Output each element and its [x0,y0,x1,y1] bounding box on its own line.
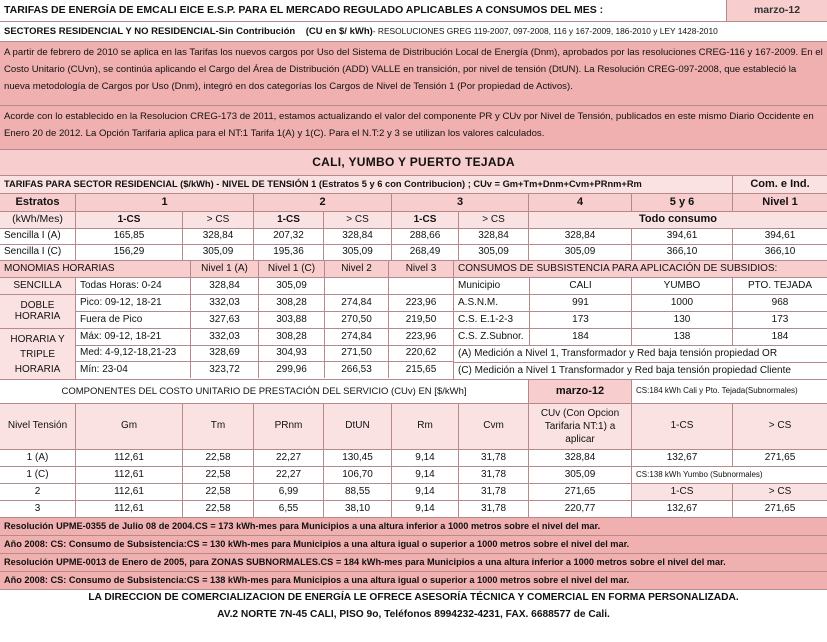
estrato-3: 3 [392,194,529,211]
estrato-1: 1 [76,194,254,211]
table-row: 1 (A) 112,61 22,58 22,27 130,45 9,14 31,78 328,84 132,67 271,65 [0,450,827,467]
estrato-5-6: 5 y 6 [632,194,733,211]
subsistencia-table: CONSUMOS DE SUBSISTENCIA PARA APLICACIÓN DE SUBSIDIOS: Municipio CALI YUMBO PTO. TEJADA A.S.N.M. 991 1000 968 C.S. E.1-2-3 173 130 173 C.S. Z.Subnor. 184 138 184 (A) Medición a Nivel 1, Transformador y Red baja tensión propiedad OR (C) Medición a Nivel 1 Transformador y Red baja tensión propiedad Cliente [454,261,827,379]
monomias-table: MONOMIAS HORARIAS Nivel 1 (A) Nivel 1 (C) Nivel 2 Nivel 3 SENCILLA Todas Horas: 0-24 328,84 305,09 DOBLE HORARIA Pico: 09-12, 18-21 332,03 308,28 274,84 223,96 Fuera de Pico 327,63 303,88 270,50 219,50 HORARIA Y TRIPLE HORARIA Máx: 09-12, 18-21 332,03 308,28 274,84 223,96 Med: 4-9,12-18,21-23 328,69 304,93 271,50 220,62 Mín: 23-04 323,72 299,96 266,53 215,65 [0,261,454,379]
list-item: C.S. Z.Subnor. 184 138 184 [454,329,827,346]
table-row: 2 112,61 22,58 6,99 88,55 9,14 31,78 271,65 1-CS > CS [0,484,827,501]
list-item: C.S. E.1-2-3 173 130 173 [454,312,827,329]
city-title-row [0,150,827,176]
cs-note-yumbo: CS:138 kWh Yumbo (Subnormales) [636,469,763,479]
header-row [0,0,827,22]
header-subtitle-row [0,22,827,42]
todo-consumo: Todo consumo [638,213,717,226]
footer-note-1: Resolución UPME-0355 de Julio 08 de 2004. CS = 173 kWh-mes para Municipios a una altura inferior a 1000 metros sobre el nivel del mar. [0,518,827,536]
medicion-a: (A) Medición a Nivel 1, Transformador y Red baja tensión propiedad OR [458,347,778,359]
page-title: TARIFAS DE ENERGÍA DE EMCALI EICE E.S.P. PARA EL MERCADO REGULADO APLICABLES A CONSUMOS DEL MES : [0,0,727,21]
estratos-label: Estratos [0,194,76,211]
residential-title: TARIFAS PARA SECTOR RESIDENCIAL ($/kWh) - NIVEL DE TENSIÓN 1 (Estratos 5 y 6 con Contribucion) ; CUv = Gm+Tm+Dnm+Cvm+PRnm+Rm [0,176,733,193]
residential-title-row [0,176,827,194]
table-row: 1 (C) 112,61 22,58 22,27 106,70 9,14 31,78 305,09 CS:138 kWh Yumbo (Subnormales) [0,467,827,484]
sectors-label: SECTORES RESIDENCIAL Y NO RESIDENCIAL-Sin Contribución [4,25,296,37]
city-title: CALI, YUMBO Y PUERTO TEJADA [312,155,515,170]
componentes-title: COMPONENTES DEL COSTO UNITARIO DE PRESTACIÓN DEL SERVICIO (CUv) EN [$/kWh] [0,380,529,403]
footer-note-4: Año 2008: CS: Consumo de Subsistencia: CS = 138 kWh-mes para Municipios a una altura igual o superior a 1000 metros sobre el nivel del mar. [0,572,827,590]
com-ind-label: Com. e Ind. [750,177,810,190]
footer-line-2: AV.2 NORTE 7N-45 CALI, PISO 9o, Teléfonos 8994232-4231, FAX. 6688577 de Cali. [0,607,827,624]
componentes-title-row [0,380,827,404]
table-row: Sencilla I (C) 156,29 305,09 195,36 305,09 268,49 305,09 305,09 366,10 366,10 [0,245,827,261]
monomias-block [0,261,827,380]
header-month: marzo-12 [727,0,827,21]
monomias-title: MONOMIAS HORARIAS [0,261,191,277]
sencilla-label: SENCILLA [0,278,76,294]
doble-label: DOBLE HORARIA [0,295,76,328]
footer-line-1: LA DIRECCION DE COMERCIALIZACION DE ENERGÍA LE OFRECE ASESORÍA TÉCNICA Y COMERCIAL EN FORMA PERSONALIZADA. [0,590,827,607]
estrato-4: 4 [529,194,632,211]
note-1: A partir de febrero de 2010 se aplica en las Tarifas los nuevos cargos por Uso del Sistema de Distribución Local de Energía (Dnm), aprobados por las resoluciones CREG-116 y 167-2009. En el Costo Unitario (CUvn), se continúa aplicando el Cargo del Área de Distribución (ADD) VALLE en transición, por nivel de tensión (DtUN). La Resolución CREG-097-2008, que estableció la nueva metodología de Cargos por Uso (Dnm), integró en dos categorías los Cargos de Nivel de Tensión 1 (Por propiedad de Activos). [0,42,827,106]
unit-label: (CU en $/ kWh) [305,25,373,37]
componentes-header-row: Nivel Tensión Gm Tm PRnm DtUN Rm Cvm CUv (Con Opcion Tarifaria NT:1) a aplicar 1-CS > CS [0,404,827,450]
kwh-row: (kWh/Mes) 1-CS > CS 1-CS > CS 1-CS > CS Todo consumo [0,212,827,229]
table-row: Sencilla I (A) 165,85 328,84 207,32 328,84 288,66 328,84 328,84 394,61 394,61 [0,229,827,245]
nivel1-label: Nivel 1 [762,195,798,208]
componentes-month: marzo-12 [529,380,632,403]
kwh-label: (kWh/Mes) [0,212,76,228]
subsistencia-title: CONSUMOS DE SUBSISTENCIA PARA APLICACIÓN DE SUBSIDIOS: [458,262,778,274]
footer-note-2: Año 2008: CS: Consumo de Subsistencia: CS = 130 kWh-mes para Municipios a una altura igual o superior a 1000 metros sobre el nivel del mar. [0,536,827,554]
note-2: Acorde con lo establecido en la Resolucion CREG-173 de 2011, estamos actualizando el valor del componente PR y CUv por Nivel de Tensión, publicados en este mismo Diario Occidente en Enero 20 de 2012. La Opción Tarifaria aplica para el NT:1 Tarifa 1(A) y 1(C). Para el N.T:2 y 3 se utilizan los valores calculados. [0,106,827,150]
medicion-c: (C) Medición a Nivel 1 Transformador y Red baja tensión propiedad Cliente [458,365,791,377]
table-row: 3 112,61 22,58 6,55 38,10 9,14 31,78 220,77 132,67 271,65 [0,501,827,518]
cs-note-cali: CS:184 kWh Cali y Pto. Tejada(Subnormales) [632,380,827,403]
triple-label: HORARIA Y TRIPLE HORARIA [0,329,76,379]
estratos-row [0,194,827,212]
resolutions-label: - RESOLUCIONES GREG 119-2007, 097-2008, 116 y 167-2009, 186-2010 y LEY 1428-2010 [372,26,718,37]
estrato-2: 2 [254,194,392,211]
footer-note-3: Resolución UPME-0013 de Enero de 2005, para ZONAS SUBNORMALES. CS = 184 kWh-mes para Municipios a una altura inferior a 1000 metros sobre el nivel del mar. [0,554,827,572]
list-item: A.S.N.M. 991 1000 968 [454,295,827,312]
